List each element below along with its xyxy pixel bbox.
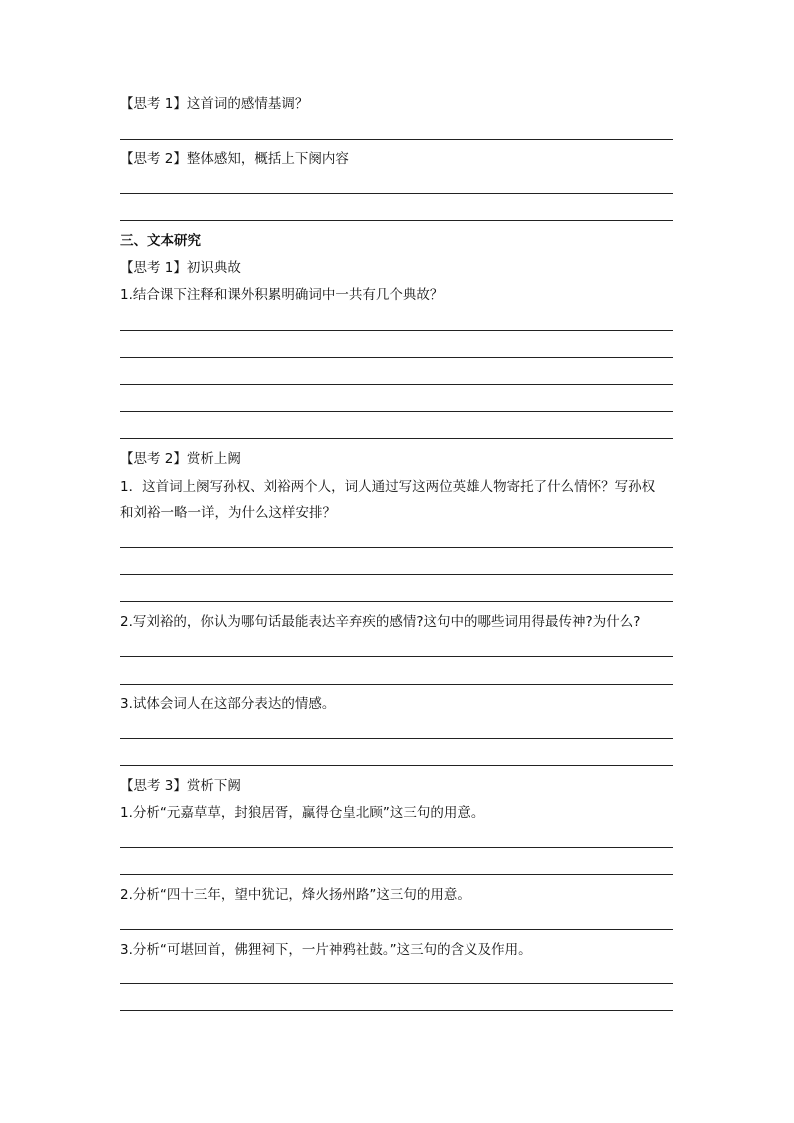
- question-upper-stanza-3: 3.试体会词人在这部分表达的情感。: [120, 696, 336, 712]
- answer-line: [120, 684, 673, 685]
- answer-line: [120, 847, 673, 848]
- question-lower-stanza-1: 1.分析“元嘉草草，封狼居胥，赢得仓皇北顾”这三句的用意。: [120, 805, 485, 821]
- question-upper-stanza-1-cont: 和刘裕一略一详，为什么这样安排？: [120, 505, 336, 521]
- answer-line: [120, 357, 673, 358]
- question-allusions: 1.结合课下注释和课外积累明确词中一共有几个典故？: [120, 287, 444, 303]
- question-upper-stanza-2: 2.写刘裕的，你认为哪句话最能表达辛弃疾的感情?这句中的哪些词用得最传神?为什么?: [120, 614, 641, 630]
- answer-line: [120, 193, 673, 194]
- answer-line: [120, 384, 673, 385]
- question-summary: 【思考 2】整体感知，概括上下阕内容: [120, 151, 349, 167]
- question-upper-stanza-1: 1．这首词上阕写孙权、刘裕两个人，词人通过写这两位英雄人物寄托了什么情怀？写孙权: [120, 479, 656, 495]
- answer-line: [120, 411, 673, 412]
- answer-line: [120, 929, 673, 930]
- answer-line: [120, 220, 673, 221]
- section-heading: 三、文本研究: [120, 233, 201, 249]
- subsection-heading: 【思考 3】赏析下阙: [120, 778, 241, 794]
- answer-line: [120, 139, 673, 140]
- answer-line: [120, 438, 673, 439]
- answer-line: [120, 547, 673, 548]
- answer-line: [120, 738, 673, 739]
- question-lower-stanza-3: 3.分析“可堪回首，佛狸祠下，一片神鸦社鼓。”这三句的含义及作用。: [120, 942, 532, 958]
- answer-line: [120, 983, 673, 984]
- answer-line: [120, 574, 673, 575]
- answer-line: [120, 601, 673, 602]
- answer-line: [120, 765, 673, 766]
- question-lower-stanza-2: 2.分析“四十三年，望中犹记，烽火扬州路”这三句的用意。: [120, 887, 471, 903]
- subsection-heading: 【思考 2】赏析上阙: [120, 451, 241, 467]
- answer-line: [120, 656, 673, 657]
- answer-line: [120, 874, 673, 875]
- question-sentiment: 【思考 1】这首词的感情基调？: [120, 96, 309, 112]
- answer-line: [120, 330, 673, 331]
- answer-line: [120, 1010, 673, 1011]
- subsection-heading: 【思考 1】初识典故: [120, 260, 241, 276]
